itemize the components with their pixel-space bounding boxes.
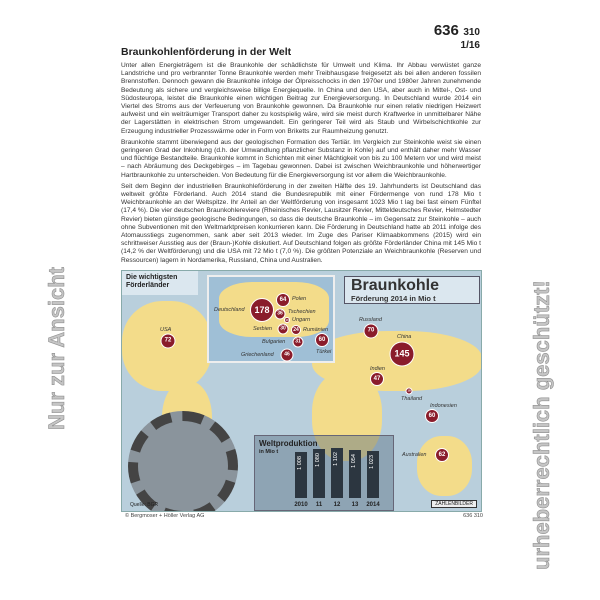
- country-label: Indien: [370, 365, 385, 372]
- bar-value-label: 1 023: [368, 455, 375, 470]
- country-label: Griechenland: [241, 351, 274, 358]
- watermark: Nur zur Ansicht: [44, 267, 69, 430]
- code-sub: 310: [463, 27, 480, 38]
- bar-category-label: 2014: [366, 501, 380, 508]
- footer: [121, 513, 483, 523]
- content-column: [121, 46, 483, 523]
- bar-category-label: 13: [351, 501, 359, 508]
- bubble-thailand: 18: [407, 388, 411, 393]
- country-label: Rumänien: [303, 326, 329, 333]
- bar-2010: [295, 452, 307, 498]
- page-number: 1/16: [460, 40, 480, 51]
- bubble-ungarn: 10: [285, 317, 289, 322]
- country-label: USA: [160, 326, 172, 333]
- bar-value-label: 1 080: [314, 452, 321, 467]
- bar-13: [349, 450, 361, 498]
- infographic: [121, 270, 482, 512]
- bubble-usa: 72: [161, 333, 176, 348]
- bar-category-label: 11: [315, 501, 323, 508]
- bubble-australien: 62: [435, 448, 449, 462]
- bubble-russland: 70: [364, 323, 379, 338]
- bubble-deutschland: 178: [250, 298, 274, 322]
- bar-12: [331, 448, 343, 498]
- country-label: Deutschland: [214, 306, 245, 313]
- country-label: Indonesien: [430, 402, 457, 409]
- bar-11: [313, 449, 325, 498]
- bubble-bulgarien: 31: [293, 336, 304, 347]
- country-label: Australien: [402, 451, 427, 458]
- infographic-title: Braunkohle: [351, 276, 440, 294]
- country-label: China: [397, 333, 412, 340]
- watermark: urheberrechtlich geschützt!: [529, 280, 554, 570]
- country-label: Türkei: [316, 348, 332, 355]
- map-label: Die wichtigsten Förderländer: [122, 271, 198, 295]
- brand-logo: ZAHLENBILDER: [431, 500, 477, 508]
- country-label: Serbien: [253, 325, 272, 332]
- code-main: 636: [433, 22, 459, 39]
- world-production-chart: [254, 435, 394, 511]
- footer-code: 636 310: [463, 512, 483, 519]
- bar-category-label: 2010: [294, 501, 308, 508]
- country-label: Ungarn: [292, 316, 311, 323]
- bubble-polen: 64: [276, 293, 290, 307]
- bubble-türkei: 60: [315, 333, 329, 347]
- paragraph-1: Unter allen Energieträgern ist die Braunkohle der schädlichste für Umwelt und Klima. Ihr Abbau verwüstet ganze Landstriche und pro verbrannter Tonne Braunkohle werden mehr Treibhausgase freigesetzt als bei allen anderen fossilen Brennstoffen. Dennoch gewann die Braunkohle infolge der Ölpreisschocks in den 1970er und 1980er Jahren zunehmende Bedeutung als sichere und vergleichsweise billige Energiequelle. In China und den USA, aber auch in Mittel-, Ost- und Südosteuropa, leistet die Braunkohle einen wichtigen Beitrag zur Energieversorgung. In Deutschland wurde 2014 ein Viertel des Stroms aus der Verfeuerung von Braunkohle gewonnen. Da Braunkohle nur einen relativ niedrigen Heizwert aufweist und ein weiträumiger Transport daher zu kostspielig wäre, wird sie meist durch Kraftwerke in unmittelbarer Nähe der Lagerstätten in elektrischen Strom umgewandelt. Ein geringerer Teil wird als Staub und Wirbelschichtkohle zur Erzeugung industrieller Prozesswärme oder in Form von Briketts zur Raumheizung genutzt.: [121, 62, 481, 135]
- bubble-indien: 47: [370, 372, 384, 386]
- bar-value-label: 1 054: [350, 454, 357, 468]
- chart-title: Weltproduktion: [259, 438, 318, 448]
- infographic-title-box: [344, 276, 480, 304]
- bar-category-label: 12: [333, 501, 341, 508]
- country-label: Bulgarien: [262, 338, 286, 345]
- paragraph-2: Braunkohle stammt überwiegend aus der geologischen Formation des Tertiär. Im Vergleich zur Steinkohle weist sie einen geringeren Grad der Inkohlung (d.h. der Umwandlung pflanzlicher Substanz in Kohle) auf und enthält daher mehr Wasser und flüchtige Bestandteile. Braunkohle kommt in Schichten mit einer Mächtigkeit von bis zu 100 Metern vor und wird meist – nach Abräumung des Deckgebirges – im Tagebau gewonnen. Dabei ist zwischen Weichbraunkohle und höherwertiger Hartbraunkohle zu unterscheiden. Von Bedeutung für die Energieversorgung ist vor allem die Weichbraunkohle.: [121, 138, 481, 179]
- chart-subtitle: in Mio t: [259, 448, 279, 455]
- excavator-wheel-illustration: [128, 411, 238, 512]
- bubble-china: 145: [390, 341, 415, 366]
- bubble-rumänien: 24: [291, 325, 301, 335]
- country-label: Polen: [292, 295, 307, 302]
- paragraph-3: Seit dem Beginn der industriellen Braunkohleförderung in der zweiten Hälfte des 19. Jahrhunderts ist Deutschland das weltweit größte Förderland. Auch 2014 stand die Bundesrepublik mit einer Fördermenge von rund 178 Mio t Weichbraunkohle an der Weltspitze. Ihr Anteil an der Weltförderung von insgesamt 1023 Mio t lag bei fast einem Fünftel (17,4 %). Die vier deutschen Braunkohlereviere (Rheinisches Revier, Lausitzer Revier, Mitteldeutsches Revier, Helmstedter Revier) bieten günstige geologische Bedingungen, so dass die deutsche Braunkohle – im Gegensatz zur Steinkohle – auch ohne Subventionen mit den Weltmarktpreisen konkurrieren kann. Die Förderung in Deutschland hatte ab 2011 infolge des Atomausstiegs zugenommen, sank aber seit 2013 wieder. Im Zuge des Pariser Klimaabkommens (2015) wird ein schrittweiser Ausstieg aus der (Braun-)Kohle diskutiert. Auf Deutschland folgen als größte Förderländer China mit 145 Mio t (14,2 % der Weltförderung) und die USA mit 72 Mio t (7,0 %). Die größten Potenziale an Weichbraunkohle (Reserven und Ressourcen) lagern in Nordamerika, Russland, China und Australien.: [121, 182, 481, 264]
- bar-value-label: 1 102: [332, 451, 339, 466]
- bubble-griechenland: 46: [281, 348, 294, 361]
- bubble-indonesien: 60: [425, 409, 439, 423]
- bubble-serbien: 30: [278, 323, 289, 334]
- publisher: © Bergmoser + Höller Verlag AG: [125, 512, 205, 519]
- country-label: Tschechien: [288, 308, 316, 315]
- infographic-subtitle: Förderung 2014 in Mio t: [351, 293, 436, 303]
- country-label: Thailand: [401, 395, 423, 402]
- source-note: Quelle: BGR: [130, 501, 159, 508]
- country-label: Russland: [359, 316, 382, 323]
- bar-value-label: 1 008: [296, 456, 303, 471]
- bubble-tschechien: 36: [275, 308, 286, 319]
- page-title: Braunkohlenförderung in der Welt: [121, 46, 292, 58]
- bar-2014: [367, 451, 379, 497]
